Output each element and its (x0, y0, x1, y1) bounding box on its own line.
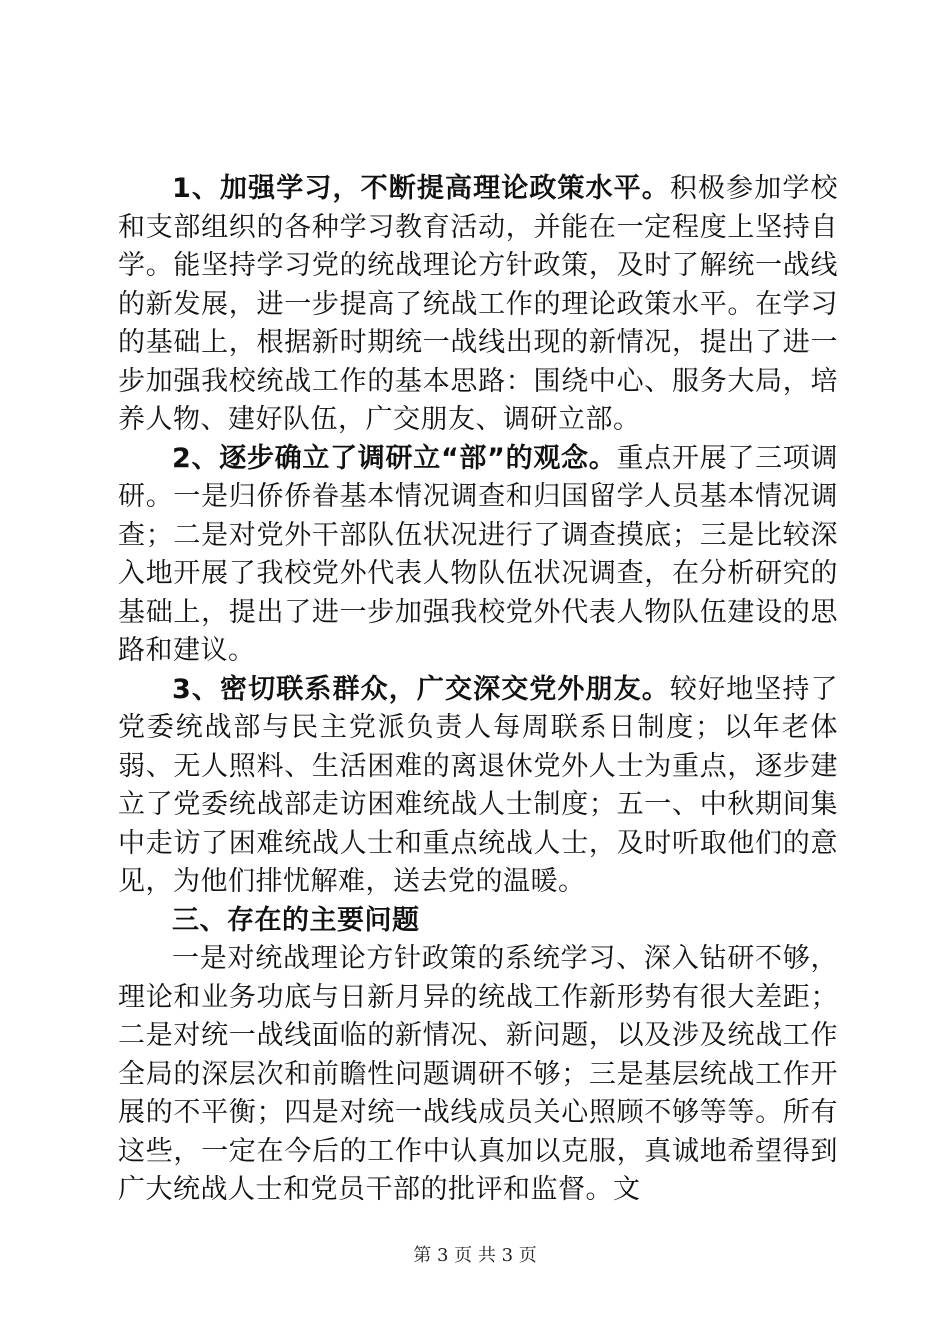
paragraph-text-contact: 较好地坚持了党委统战部与民主党派负责人每周联系日制度；以年老体弱、无人照料、生活困难的离退休党外人士为重点，逐步建立了党委统战部走访困难统战人士制度；五一、中秋期间集中走访了困难统战人士和重点统战人士，及时听取他们的意见，为他们排忧解难，送去党的温暖。 (118, 673, 838, 897)
paragraph-study (118, 170, 838, 440)
document-body (118, 170, 838, 1210)
paragraph-contact (118, 671, 838, 902)
paragraph-lead-contact: 3、密切联系群众，广交深交党外朋友。 (172, 673, 670, 705)
paragraph-lead-research: 2、逐步确立了调研立“部”的观念。 (172, 442, 617, 474)
section-heading: 三、存在的主要问题 (172, 904, 420, 936)
paragraph-problems: 一是对统战理论方针政策的系统学习、深入钻研不够，理论和业务功底与日新月异的统战工作新形势有很大差距；二是对统一战线面临的新情况、新问题，以及涉及统战工作全局的深层次和前瞻性问题调研不够；三是基层统战工作开展的不平衡；四是对统一战线成员关心照顾不够等等。所有这些，一定在今后的工作中认真加以克服，真诚地希望得到广大统战人士和党员干部的批评和监督。文 (118, 943, 838, 1205)
paragraph-text-study: 积极参加学校和支部组织的各种学习教育活动，并能在一定程度上坚持自学。能坚持学习党的统战理论方针政策，及时了解统一战线的新发展，进一步提高了统战工作的理论政策水平。在学习的基础上，根据新时期统一战线出现的新情况，提出了进一步加强我校统战工作的基本思路：围绕中心、服务大局，培养人物、建好队伍，广交朋友、调研立部。 (118, 173, 838, 435)
paragraph-text-research: 重点开展了三项调研。一是归侨侨眷基本情况调查和归国留学人员基本情况调查；二是对党外干部队伍状况进行了调查摸底；三是比较深入地开展了我校党外代表人物队伍状况调查，在分析研究的基础上，提出了进一步加强我校党外代表人物队伍建设的思路和建议。 (118, 442, 839, 666)
paragraph-lead-study: 1、加强学习，不断提高理论政策水平。 (172, 173, 670, 204)
paragraph-research (118, 440, 838, 671)
page-footer: 第 3 页 共 3 页 (413, 1245, 537, 1266)
